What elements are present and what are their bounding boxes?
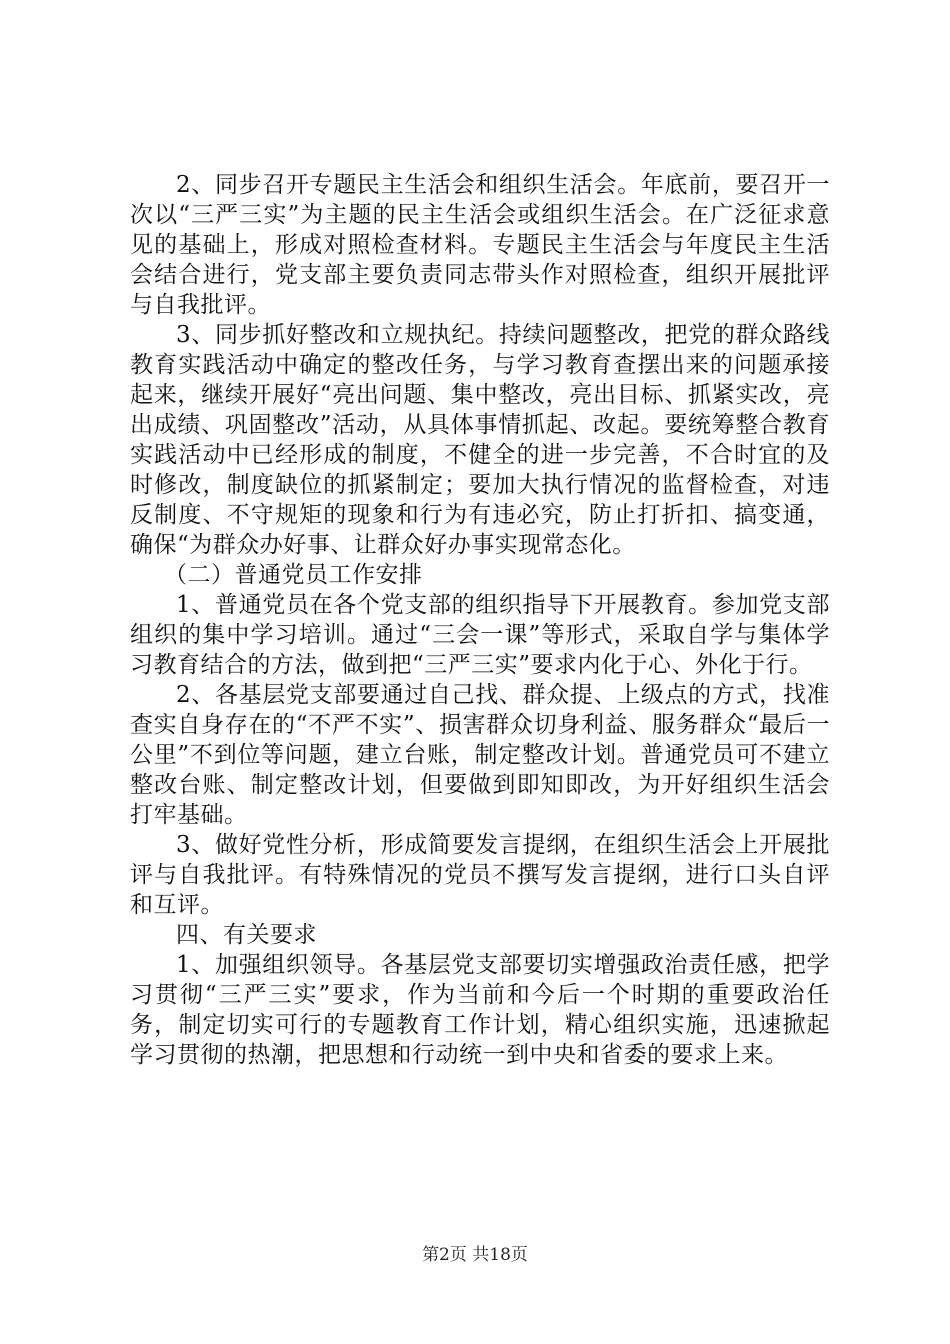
paragraph-rectification-discipline: 3、同步抓好整改和立规执纪。持续问题整改，把党的群众路线教育实践活动中确定的整改任务，与学习教育查摆出来的问题承接起来，继续开展好“亮出问题、集中整改，亮出目标、抓紧实改，亮出成绩、巩固整改”活动，从具体事情抓起、改起。要统筹整合教育实践活动中已经形成的制度，不健全的进一步完善，不合时宜的及时修改，制度缺位的抓紧制定；要加大执行情况的监督检查，对违反制度、不守规矩的现象和行为有违必究，防止打折扣、搞变通，确保“为群众办好事、让群众好办事实现常态化。: [130, 322, 830, 558]
paragraph-member-education: 1、普通党员在各个党支部的组织指导下开展教育。参加党支部组织的集中学习培训。通过“三会一课”等形式，采取自学与集体学习教育结合的方法，做到把“三严三实”要求内化于心、外化于行。: [130, 592, 830, 678]
paragraph-leadership: 1、加强组织领导。各基层党支部要切实增强政治责任感，把学习贯彻“三严三实”要求，作为当前和今后一个时期的重要政治任务，制定切实可行的专题教育工作计划，精心组织实施，迅速掀起学习贯彻的热潮，把思想和行动统一到中央和省委的要求上来。: [130, 952, 830, 1068]
paragraph-problem-finding: 2、各基层党支部要通过自己找、群众提、上级点的方式，找准查实自身存在的“不严不实”、损害群众切身利益、服务群众“最后一公里”不到位等问题，建立台账，制定整改计划。普通党员可不建立整改台账、制定整改计划，但要做到即知即改，为开好组织生活会打牢基础。: [130, 682, 830, 828]
document-body: [130, 170, 830, 1070]
paragraph-democratic-life-meeting: 2、同步召开专题民主生活会和组织生活会。年底前，要召开一次以“三严三实”为主题的民主生活会或组织生活会。在广泛征求意见的基础上，形成对照检查材料。专题民主生活会与年度民主生活会结合进行，党支部主要负责同志带头作对照检查，组织开展批评与自我批评。: [130, 172, 830, 318]
paragraph-party-analysis: 3、做好党性分析，形成简要发言提纲，在组织生活会上开展批评与自我批评。有特殊情况的党员不撰写发言提纲，进行口头自评和互评。: [130, 832, 830, 918]
section-heading-ordinary-members: （二）普通党员工作安排: [164, 562, 423, 588]
section-heading-requirements: 四、有关要求: [176, 922, 317, 948]
page-number-footer: 第2页 共18页: [422, 1245, 528, 1265]
